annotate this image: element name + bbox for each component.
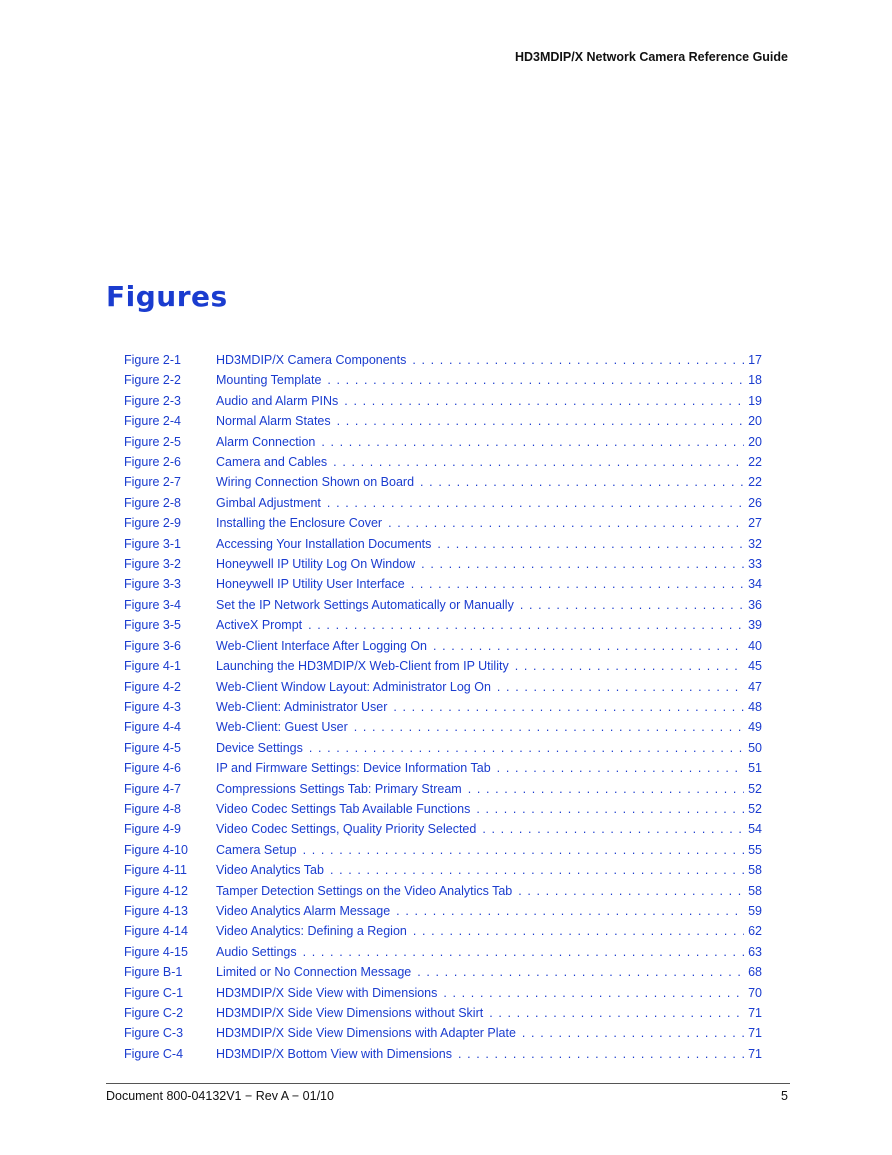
figure-title-link[interactable]: Video Analytics Alarm Message — [216, 903, 391, 918]
dot-leader — [443, 986, 744, 1000]
page-title: Figures — [106, 280, 228, 313]
figure-number[interactable]: Figure 4-5 — [124, 740, 181, 755]
figure-title-link[interactable]: Tamper Detection Settings on the Video Analytics Tab — [216, 883, 513, 898]
dot-leader — [413, 924, 744, 938]
figure-page-number[interactable]: 49 — [748, 720, 762, 735]
dot-leader — [489, 1006, 744, 1020]
figure-page-number[interactable]: 40 — [748, 638, 762, 653]
figure-entry[interactable] — [124, 496, 762, 516]
figure-number[interactable]: Figure 4-12 — [124, 883, 188, 898]
dot-leader — [303, 843, 744, 857]
figure-number[interactable]: Figure 4-2 — [124, 679, 181, 694]
figure-number[interactable]: Figure C-3 — [124, 1026, 184, 1041]
dot-leader — [321, 435, 744, 449]
figure-entry[interactable] — [124, 537, 762, 557]
figure-title-link[interactable]: Video Codec Settings Tab Available Functions — [216, 801, 471, 816]
figure-page-number[interactable]: 68 — [748, 965, 762, 980]
figure-entry[interactable] — [124, 435, 762, 455]
figure-page-number[interactable]: 55 — [748, 842, 762, 857]
figure-entry[interactable] — [124, 884, 762, 904]
figure-entry[interactable] — [124, 394, 762, 414]
dot-leader — [420, 475, 744, 489]
dot-leader — [468, 782, 744, 796]
figure-entry[interactable] — [124, 680, 762, 700]
figure-title-link[interactable]: Limited or No Connection Message — [216, 965, 412, 980]
figure-number[interactable]: Figure C-4 — [124, 1046, 184, 1061]
figure-number[interactable]: Figure 3-1 — [124, 536, 181, 551]
figure-number[interactable]: Figure 4-4 — [124, 720, 181, 735]
dot-leader — [388, 516, 744, 530]
dot-leader — [396, 904, 744, 918]
figure-entry[interactable] — [124, 741, 762, 761]
figure-title-link[interactable]: Alarm Connection — [216, 434, 316, 449]
figure-entry[interactable] — [124, 659, 762, 679]
figure-number[interactable]: Figure 2-1 — [124, 353, 181, 367]
figure-title-link[interactable]: Audio Settings — [216, 944, 297, 959]
figure-page-number[interactable]: 17 — [748, 353, 762, 367]
dot-leader — [337, 414, 744, 428]
figure-entry[interactable] — [124, 373, 762, 393]
figure-title-link[interactable]: IP and Firmware Settings: Device Information Tab — [216, 761, 491, 776]
figure-entry[interactable] — [124, 904, 762, 924]
figure-number[interactable]: Figure 2-2 — [124, 373, 181, 388]
dot-leader — [433, 639, 744, 653]
figure-entry[interactable] — [124, 986, 762, 1006]
figure-entry[interactable] — [124, 1026, 762, 1046]
figure-page-number[interactable]: 39 — [748, 618, 762, 633]
dot-leader — [309, 741, 744, 755]
figure-entry[interactable] — [124, 782, 762, 802]
figure-number[interactable]: Figure C-1 — [124, 985, 184, 1000]
dot-leader — [393, 700, 744, 714]
figure-entry[interactable] — [124, 557, 762, 577]
figure-number[interactable]: Figure 3-3 — [124, 577, 181, 592]
figure-title-link[interactable]: Web-Client Interface After Logging On — [216, 638, 427, 653]
dot-leader — [421, 557, 744, 571]
figure-page-number[interactable]: 45 — [748, 659, 762, 674]
running-header: HD3MDIP/X Network Camera Reference Guide — [514, 50, 788, 64]
list-of-figures — [124, 353, 762, 1067]
dot-leader — [482, 822, 744, 836]
figure-title-link[interactable]: Set the IP Network Settings Automatically or Manually — [216, 597, 514, 612]
figure-title-link[interactable]: Launching the HD3MDIP/X Web-Client from IP Utility — [216, 659, 509, 674]
dot-leader — [327, 373, 744, 387]
figure-title-link[interactable]: Installing the Enclosure Cover — [216, 516, 383, 531]
figure-entry[interactable] — [124, 822, 762, 842]
figure-page-number[interactable]: 19 — [748, 393, 762, 408]
figure-number[interactable]: Figure 4-1 — [124, 659, 181, 674]
figure-number[interactable]: Figure 2-4 — [124, 414, 181, 429]
figure-entry[interactable] — [124, 598, 762, 618]
figure-page-number[interactable]: 70 — [748, 985, 762, 1000]
figure-page-number[interactable]: 62 — [748, 924, 762, 939]
figure-number[interactable]: Figure B-1 — [124, 965, 183, 980]
figure-title-link[interactable]: Accessing Your Installation Documents — [216, 536, 432, 551]
figure-entry[interactable] — [124, 455, 762, 475]
footer-page-number: 5 — [781, 1089, 788, 1103]
figure-number[interactable]: Figure 2-3 — [124, 393, 181, 408]
figure-page-number[interactable]: 34 — [748, 577, 762, 592]
footer-divider — [106, 1083, 790, 1084]
figure-number[interactable]: Figure 2-7 — [124, 475, 181, 490]
figure-page-number[interactable]: 71 — [748, 1046, 762, 1061]
figure-page-number[interactable]: 54 — [748, 822, 762, 837]
figure-page-number[interactable]: 33 — [748, 557, 762, 572]
figure-number[interactable]: Figure 2-9 — [124, 516, 181, 531]
dot-leader — [330, 863, 744, 877]
figure-entry[interactable] — [124, 618, 762, 638]
figure-number[interactable]: Figure 2-5 — [124, 434, 181, 449]
figure-number[interactable]: Figure 3-5 — [124, 618, 181, 633]
figure-page-number[interactable]: 32 — [748, 536, 762, 551]
figure-title-link[interactable]: ActiveX Prompt — [216, 618, 303, 633]
figure-number[interactable]: Figure 2-8 — [124, 495, 181, 510]
figure-entry[interactable] — [124, 720, 762, 740]
dot-leader — [308, 618, 744, 632]
figure-entry[interactable] — [124, 965, 762, 985]
figure-title-link[interactable]: Device Settings — [216, 740, 303, 755]
figure-title-link[interactable]: Camera and Cables — [216, 455, 328, 470]
figure-number[interactable]: Figure 3-2 — [124, 557, 181, 572]
figure-title-link[interactable]: HD3MDIP/X Bottom View with Dimensions — [216, 1046, 452, 1061]
figure-number[interactable]: Figure 4-14 — [124, 924, 188, 939]
dot-leader — [497, 761, 744, 775]
figure-number[interactable]: Figure 2-6 — [124, 455, 181, 470]
dot-leader — [497, 680, 744, 694]
dot-leader — [417, 965, 744, 979]
dot-leader — [412, 353, 744, 367]
dot-leader — [520, 598, 744, 612]
dot-leader — [354, 720, 744, 734]
figure-title-link[interactable]: HD3MDIP/X Side View Dimensions without Skirt — [216, 1006, 484, 1020]
figure-title-link[interactable]: Mounting Template — [216, 373, 322, 388]
figure-entry[interactable] — [124, 924, 762, 944]
figure-title-link[interactable]: Camera Setup — [216, 842, 297, 857]
figure-title-link[interactable]: HD3MDIP/X Side View Dimensions with Adapter Plate — [216, 1026, 516, 1041]
figure-page-number[interactable]: 22 — [748, 455, 762, 470]
figure-page-number[interactable]: 63 — [748, 944, 762, 959]
figure-number[interactable]: Figure 4-7 — [124, 781, 181, 796]
figure-page-number[interactable]: 20 — [748, 434, 762, 449]
dot-leader — [437, 537, 744, 551]
figure-number[interactable]: Figure 3-4 — [124, 597, 181, 612]
figure-title-link[interactable]: Video Analytics Tab — [216, 863, 324, 878]
figure-title-link[interactable]: Web-Client: Guest User — [216, 720, 348, 735]
figure-entry[interactable] — [124, 1006, 762, 1026]
figure-page-number[interactable]: 58 — [748, 883, 762, 898]
figure-page-number[interactable]: 48 — [748, 699, 762, 714]
figure-number[interactable]: Figure 4-11 — [124, 863, 187, 878]
figure-title-link[interactable]: Honeywell IP Utility Log On Window — [216, 557, 416, 572]
figure-entry[interactable] — [124, 700, 762, 720]
figure-number[interactable]: Figure 4-9 — [124, 822, 181, 837]
figure-number[interactable]: Figure 4-6 — [124, 761, 181, 776]
figure-entry[interactable] — [124, 1047, 762, 1067]
figure-page-number[interactable]: 36 — [748, 597, 762, 612]
dot-leader — [303, 945, 744, 959]
figure-number[interactable]: Figure 4-15 — [124, 944, 188, 959]
figure-page-number[interactable]: 71 — [748, 1006, 762, 1020]
figure-entry[interactable] — [124, 516, 762, 536]
figure-page-number[interactable]: 52 — [748, 781, 762, 796]
figure-title-link[interactable]: Web-Client: Administrator User — [216, 699, 388, 714]
figure-page-number[interactable]: 27 — [748, 516, 762, 531]
figure-entry[interactable] — [124, 475, 762, 495]
figure-entry[interactable] — [124, 577, 762, 597]
dot-leader — [458, 1047, 744, 1061]
dot-leader — [518, 884, 744, 898]
figure-page-number[interactable]: 51 — [748, 761, 762, 776]
figure-page-number[interactable]: 47 — [748, 679, 762, 694]
figure-page-number[interactable]: 58 — [748, 863, 762, 878]
figure-page-number[interactable]: 26 — [748, 495, 762, 510]
dot-leader — [327, 496, 744, 510]
figure-number[interactable]: Figure 4-13 — [124, 903, 188, 918]
figure-number[interactable]: Figure 4-8 — [124, 801, 181, 816]
figure-entry[interactable] — [124, 761, 762, 781]
figure-number[interactable]: Figure C-2 — [124, 1006, 184, 1020]
dot-leader — [333, 455, 744, 469]
figure-number[interactable]: Figure 3-6 — [124, 638, 181, 653]
figure-title-link[interactable]: Gimbal Adjustment — [216, 495, 321, 510]
dot-leader — [411, 577, 744, 591]
figure-title-link[interactable]: Normal Alarm States — [216, 414, 331, 429]
figure-entry[interactable] — [124, 863, 762, 883]
figure-title-link[interactable]: Honeywell IP Utility User Interface — [216, 577, 405, 592]
figure-title-link[interactable]: HD3MDIP/X Camera Components — [216, 353, 407, 367]
dot-leader — [344, 394, 744, 408]
figure-title-link[interactable]: HD3MDIP/X Side View with Dimensions — [216, 985, 438, 1000]
figure-title-link[interactable]: Audio and Alarm PINs — [216, 393, 339, 408]
figure-page-number[interactable]: 52 — [748, 801, 762, 816]
figure-page-number[interactable]: 71 — [748, 1026, 762, 1041]
figure-number[interactable]: Figure 4-10 — [124, 842, 188, 857]
figure-page-number[interactable]: 18 — [748, 373, 762, 388]
figure-title-link[interactable]: Web-Client Window Layout: Administrator Log On — [216, 679, 491, 694]
figure-entry[interactable] — [124, 843, 762, 863]
figure-title-link[interactable]: Video Codec Settings, Quality Priority Selected — [216, 822, 477, 837]
figure-page-number[interactable]: 22 — [748, 475, 762, 490]
figure-page-number[interactable]: 50 — [748, 740, 762, 755]
figure-page-number[interactable]: 20 — [748, 414, 762, 429]
dot-leader — [515, 659, 744, 673]
dot-leader — [476, 802, 744, 816]
figure-entry[interactable] — [124, 945, 762, 965]
figure-page-number[interactable]: 59 — [748, 903, 762, 918]
dot-leader — [522, 1026, 744, 1040]
figure-title-link[interactable]: Wiring Connection Shown on Board — [216, 475, 415, 490]
figure-entry[interactable] — [124, 414, 762, 434]
figure-entry[interactable] — [124, 353, 762, 373]
figure-title-link[interactable]: Compressions Settings Tab: Primary Stream — [216, 781, 462, 796]
footer-document-id: Document 800-04132V1 − Rev A − 01/10 — [106, 1089, 334, 1103]
figure-entry[interactable] — [124, 802, 762, 822]
figure-title-link[interactable]: Video Analytics: Defining a Region — [216, 924, 407, 939]
figure-entry[interactable] — [124, 639, 762, 659]
figure-number[interactable]: Figure 4-3 — [124, 699, 181, 714]
